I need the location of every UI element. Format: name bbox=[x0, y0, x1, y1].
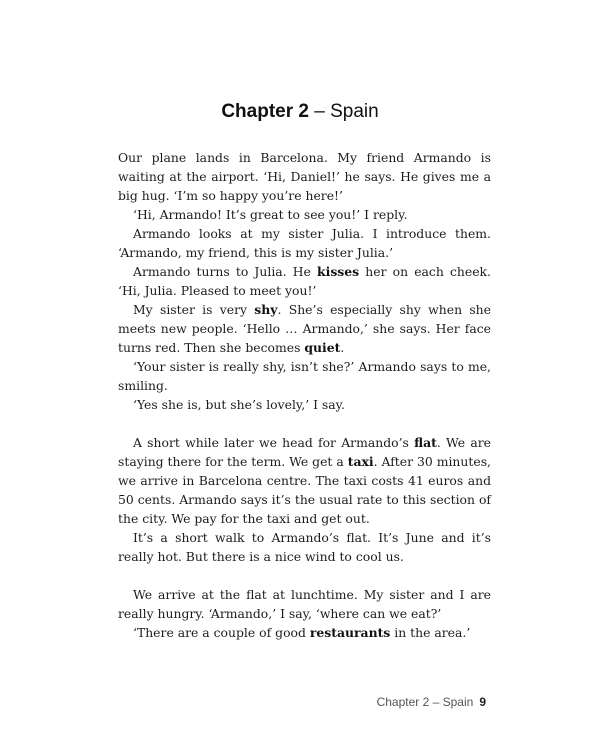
page-footer bbox=[377, 694, 486, 710]
chapter-label: Chapter 2 bbox=[221, 101, 309, 122]
paragraph bbox=[118, 585, 491, 623]
text-run: ‘There are a couple of good bbox=[133, 625, 310, 640]
text-run: It’s a short walk to Armando’s flat. It’s June and it’s really hot. But there is a nice wind to cool us. bbox=[118, 530, 491, 564]
vocabulary-word: shy bbox=[254, 302, 278, 317]
text-run: ‘Your sister is really shy, isn’t she?’ Armando says to me, smiling. bbox=[118, 359, 491, 393]
running-head: Chapter 2 – Spain bbox=[376, 695, 474, 709]
paragraph bbox=[118, 262, 491, 300]
text-run: . After 30 minutes, we arrive in Barcelona centre. The taxi costs 41 euros and 50 cents. Armando says it’s the usual rate to this section of the city. We pay for the taxi and get out. bbox=[118, 454, 492, 526]
paragraph bbox=[118, 395, 491, 414]
text-run: ‘Yes she is, but she’s lovely,’ I say. bbox=[133, 397, 345, 412]
text-run: My sister is very bbox=[133, 302, 255, 317]
text-run: ‘Hi, Armando! It’s great to see you!’ I reply. bbox=[133, 207, 408, 222]
chapter-heading bbox=[0, 100, 600, 124]
text-run: Armando looks at my sister Julia. I introduce them. ‘Armando, my friend, this is my sister Julia.’ bbox=[118, 226, 491, 260]
vocabulary-word: taxi bbox=[347, 454, 374, 469]
paragraph bbox=[118, 357, 491, 395]
paragraph bbox=[118, 300, 491, 357]
text-run: in the area.’ bbox=[390, 625, 471, 640]
paragraph bbox=[118, 148, 491, 205]
vocabulary-word: restaurants bbox=[309, 625, 391, 640]
heading-dash: – bbox=[308, 101, 331, 122]
paragraph bbox=[118, 623, 491, 642]
vocabulary-word: flat bbox=[414, 435, 437, 450]
text-run: Armando turns to Julia. He bbox=[133, 264, 318, 279]
paragraph bbox=[118, 205, 491, 224]
text-run: her on each cheek. ‘Hi, Julia. Pleased to meet you!’ bbox=[118, 264, 491, 298]
text-run: We arrive at the flat at lunchtime. My sister and I are really hungry. ‘Armando,’ I say, ‘where can we eat?’ bbox=[118, 587, 491, 621]
text-run: . She’s especially shy when she meets new people. ‘Hello … Armando,’ she says. Her face turns red. Then she becomes bbox=[118, 302, 491, 355]
chapter-title: Spain bbox=[330, 101, 379, 122]
text-run: A short while later we head for Armando’s bbox=[133, 435, 415, 450]
text-run: . We are staying there for the term. We get a bbox=[118, 435, 491, 469]
vocabulary-word: kisses bbox=[317, 264, 360, 279]
paragraph bbox=[118, 528, 491, 566]
text-run: Our plane lands in Barcelona. My friend Armando is waiting at the airport. ‘Hi, Daniel!’ he says. He gives me a big hug. ‘I’m so happy you’re here!’ bbox=[118, 150, 491, 203]
paragraph bbox=[118, 433, 491, 528]
paragraph bbox=[118, 224, 491, 262]
text-run: . bbox=[340, 340, 345, 355]
page-number: 9 bbox=[479, 695, 486, 709]
chapter-body bbox=[118, 148, 491, 642]
vocabulary-word: quiet bbox=[304, 340, 341, 355]
